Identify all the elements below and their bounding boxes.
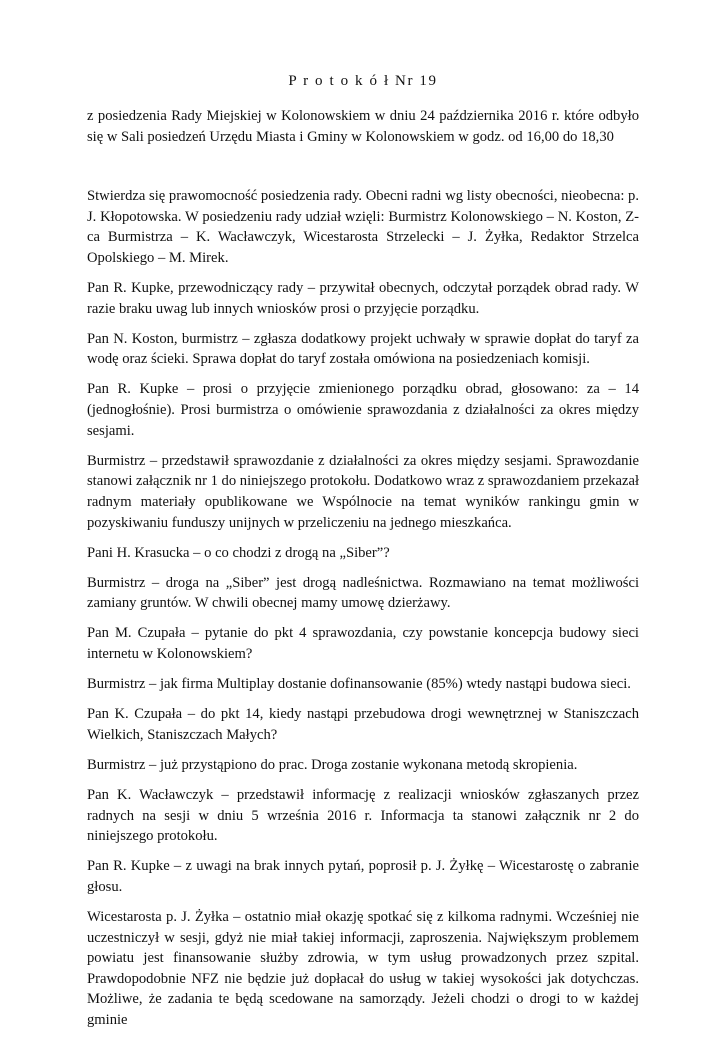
- paragraph-question-internet: Pan M. Czupała – pytanie do pkt 4 sprawozdania, czy powstanie koncepcja budowy sieci internetu w Kolonowskiem?: [87, 625, 639, 662]
- paragraph-answer-siber-road: Burmistrz – droga na „Siber” jest drogą nadleśnictwa. Rozmawiano na temat możliwości zamiany gruntów. W chwili obecnej mamy umowę dzierżawy.: [87, 574, 639, 612]
- paragraph-attendance: Stwierdza się prawomocność posiedzenia rady. Obecni radni wg listy obecności, nieobecna: p. J. Kłopotowska. W posiedzeniu rady udział wzięli: Burmistrz Kolonowskiego – N. Koston, Z-ca Burmistrza – K. Wacławczyk, Wicestarosta Strzelecki – J. Żyłka, Redaktor Strzelca Opolskiego – M. Mirek.: [87, 188, 639, 266]
- paragraph-mayor-report: Burmistrz – przedstawił sprawozdanie z działalności za okres między sesjami. Sprawozdanie stanowi załącznik nr 1 do niniejszego protokołu. Dodatkowo wraz z sprawozdaniem przekazał radnym materiały opublikowane we Wspólnocie na temat wyników rankingu gmin w pozyskiwaniu funduszy unijnych w przeliczeniu na jednego mieszkańca.: [87, 452, 639, 531]
- document-title: P r o t o k ó ł Nr 19: [288, 73, 438, 89]
- paragraph-question-siber-road: Pani H. Krasucka – o co chodzi z drogą na „Siber”?: [87, 544, 390, 561]
- paragraph-agenda-vote: Pan R. Kupke – prosi o przyjęcie zmienionego porządku obrad, głosowano: za – 14 (jednogłośnie). Prosi burmistrza o omówienie sprawozdania z działalności za okres między sesjami.: [87, 381, 639, 439]
- paragraph-motions-report: Pan K. Wacławczyk – przedstawił informację z realizacji wniosków zgłaszanych przez radnych na sesji w dniu 5 września 2016 r. Informacja ta stanowi załącznik nr 2 do niniejszego protokołu.: [87, 786, 639, 845]
- session-intro: z posiedzenia Rady Miejskiej w Kolonowskiem w dniu 24 października 2016 r. które odbyło się w Sali posiedzeń Urzędu Miasta i Gminy w Kolonowskiem w godz. od 16,00 do 18,30: [87, 108, 639, 145]
- paragraph-chairman-invite-vice-starost: Pan R. Kupke – z uwagi na brak innych pytań, poprosił p. J. Żyłkę – Wicestarostę o zabranie głosu.: [87, 858, 639, 895]
- paragraph-mayor-additional-resolution: Pan N. Koston, burmistrz – zgłasza dodatkowy projekt uchwały w sprawie dopłat do taryf za wodę oraz ścieki. Sprawa dopłat do taryf została omówiona na posiedzeniach komisji.: [87, 330, 639, 368]
- paragraph-question-internal-road: Pan K. Czupała – do pkt 14, kiedy nastąpi przebudowa drogi wewnętrznej w Staniszczach Wielkich, Staniszczach Małych?: [87, 706, 639, 743]
- document-page: [87, 72, 639, 1040]
- paragraph-answer-internal-road: Burmistrz – już przystąpiono do prac. Droga zostanie wykonana metodą skropienia.: [87, 756, 578, 773]
- paragraph-answer-internet: Burmistrz – jak firma Multiplay dostanie dofinansowanie (85%) wtedy nastąpi budowa sieci.: [87, 676, 631, 693]
- paragraph-chairman-opening: Pan R. Kupke, przewodniczący rady – przywitał obecnych, odczytał porządek obrad rady. W razie braku uwag lub innych wniosków prosi o przyjęcie porządku.: [87, 280, 639, 317]
- paragraph-vice-starost-speech: Wicestarosta p. J. Żyłka – ostatnio miał okazję spotkać się z kilkoma radnymi. Wcześniej nie uczestniczył w sesji, gdyż nie miał takiej informacji, zaproszenia. Największym problemem powiatu jest finansowanie służby zdrowia, w tym usług prowadzonych przez szpital. Prawdopodobnie NFZ nie będzie już dopłacał do usług w takiej wysokości jak dotychczas. Możliwe, że zadania te będą scedowane na samorządy. Jeżeli chodzi o drogi to w każdej gminie: [87, 908, 639, 1028]
